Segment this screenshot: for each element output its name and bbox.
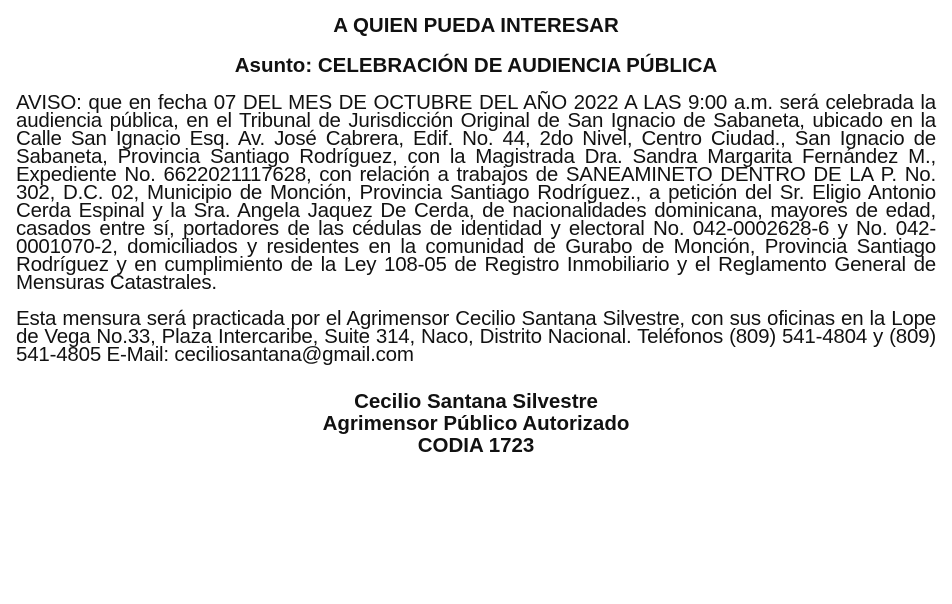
notice-heading: A QUIEN PUEDA INTERESAR bbox=[333, 14, 619, 37]
notice-paragraph-survey: Esta mensura será practicada por el Agrimensor Cecilio Santana Silvestre, con sus oficinas en la Lope de Vega No.33, Plaza Intercaribe, Suite 314, Naco, Distrito Nacional. Teléfonos (809) 541-4804 y (809) 541-4805 E-Mail: ceciliosantana@gmail.com bbox=[16, 307, 936, 366]
signatory-name: Cecilio Santana Silvestre bbox=[354, 390, 598, 413]
notice-paragraph-hearing: AVISO: que en fecha 07 DEL MES DE OCTUBRE DEL AÑO 2022 A LAS 9:00 a.m. será celebrada la audiencia pública, en el Tribunal de Jurisdicción Original de San Ignacio de Sabaneta, ubicado en la Calle San Ignacio Esq. Av. José Cabrera, Edif. No. 44, 2do Nivel, Centro Ciudad., San Ignacio de Sabaneta, Provincia Santiago Rodríguez, con la Magistrada Dra. Sandra Margarita Fernández M., Expediente No. 6622021117628, con relación a trabajos de SANEAMINETO DENTRO DE LA P. No. 302, D.C. 02, Municipio de Monción, Provincia Santiago Rodríguez., a petición del Sr. Eligio Antonio Cerda Espinal y la Sra. Angela Jaquez De Cerda, de nacionalidades dominicana, mayores de edad, casados entre sí, portadores de las cédulas de identidad y electoral No. 042-0002628-6 y No. 042-0001070-2, domiciliados y residentes en la comunidad de Gurabo de Monción, Provincia Santiago Rodríguez y en cumplimiento de la Ley 108-05 de Registro Inmobiliario y el Reglamento General de Mensuras Catastrales. bbox=[16, 91, 936, 294]
notice-subject: Asunto: CELEBRACIÓN DE AUDIENCIA PÚBLICA bbox=[234, 54, 718, 77]
signature-block bbox=[16, 391, 936, 457]
signatory-title: Agrimensor Público Autorizado bbox=[322, 412, 630, 435]
signatory-codia: CODIA 1723 bbox=[417, 434, 535, 457]
